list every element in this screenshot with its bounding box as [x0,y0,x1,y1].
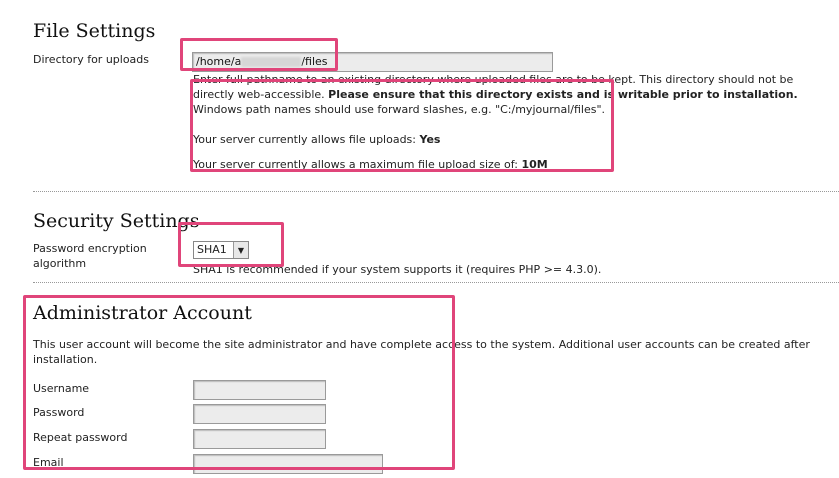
section-divider [33,191,839,192]
encryption-help: SHA1 is recommended if your system supports it (requires PHP >= 4.3.0). [193,263,602,276]
username-label: Username [33,382,90,395]
upload-dir-value-suffix: /files [301,55,328,68]
upload-dir-value-prefix: /home/a [196,55,242,68]
upload-dir-help-line1: Enter full pathname to an existing directory where uploaded files are to be kept. This directory should not be [193,73,794,86]
security-settings-heading: Security Settings [33,210,200,232]
upload-permission-text: Your server currently allows file uploads: Yes [193,133,441,146]
encryption-label-line2: algorithm [33,257,87,270]
encryption-label-line1: Password encryption [33,242,147,255]
email-input[interactable] [193,454,383,474]
upload-dir-help-line2: directly web-accessible. Please ensure that this directory exists and is writable prior to installation. [193,88,798,101]
admin-intro-line1: This user account will become the site administrator and have complete access to the system. Additional user accounts can be created after [33,338,810,351]
upload-dir-help-bold: Please ensure that this directory exists and is writable prior to installation. [328,88,798,101]
upload-dir-help-line3: Windows path names should use forward slashes, e.g. "C:/myjournal/files". [193,103,606,116]
repeat-password-input[interactable] [193,429,326,449]
upload-permission-value: Yes [419,133,441,146]
redacted-path [241,57,301,67]
password-input[interactable] [193,404,326,424]
encryption-algorithm-value: SHA1 [197,243,227,256]
upload-dir-label: Directory for uploads [33,53,150,66]
password-label: Password [33,406,85,419]
email-label: Email [33,456,64,469]
encryption-algorithm-select[interactable] [193,241,249,259]
upload-dir-input[interactable] [192,52,553,72]
username-input[interactable] [193,380,326,400]
file-settings-heading: File Settings [33,20,156,42]
chevron-down-icon: ▼ [233,242,248,258]
admin-account-heading: Administrator Account [33,302,252,324]
section-divider [33,282,839,283]
max-upload-size-value: 10M [521,158,548,171]
repeat-password-label: Repeat password [33,431,128,444]
max-upload-size-text: Your server currently allows a maximum file upload size of: 10M [193,158,548,171]
admin-intro-line2: installation. [33,353,98,366]
